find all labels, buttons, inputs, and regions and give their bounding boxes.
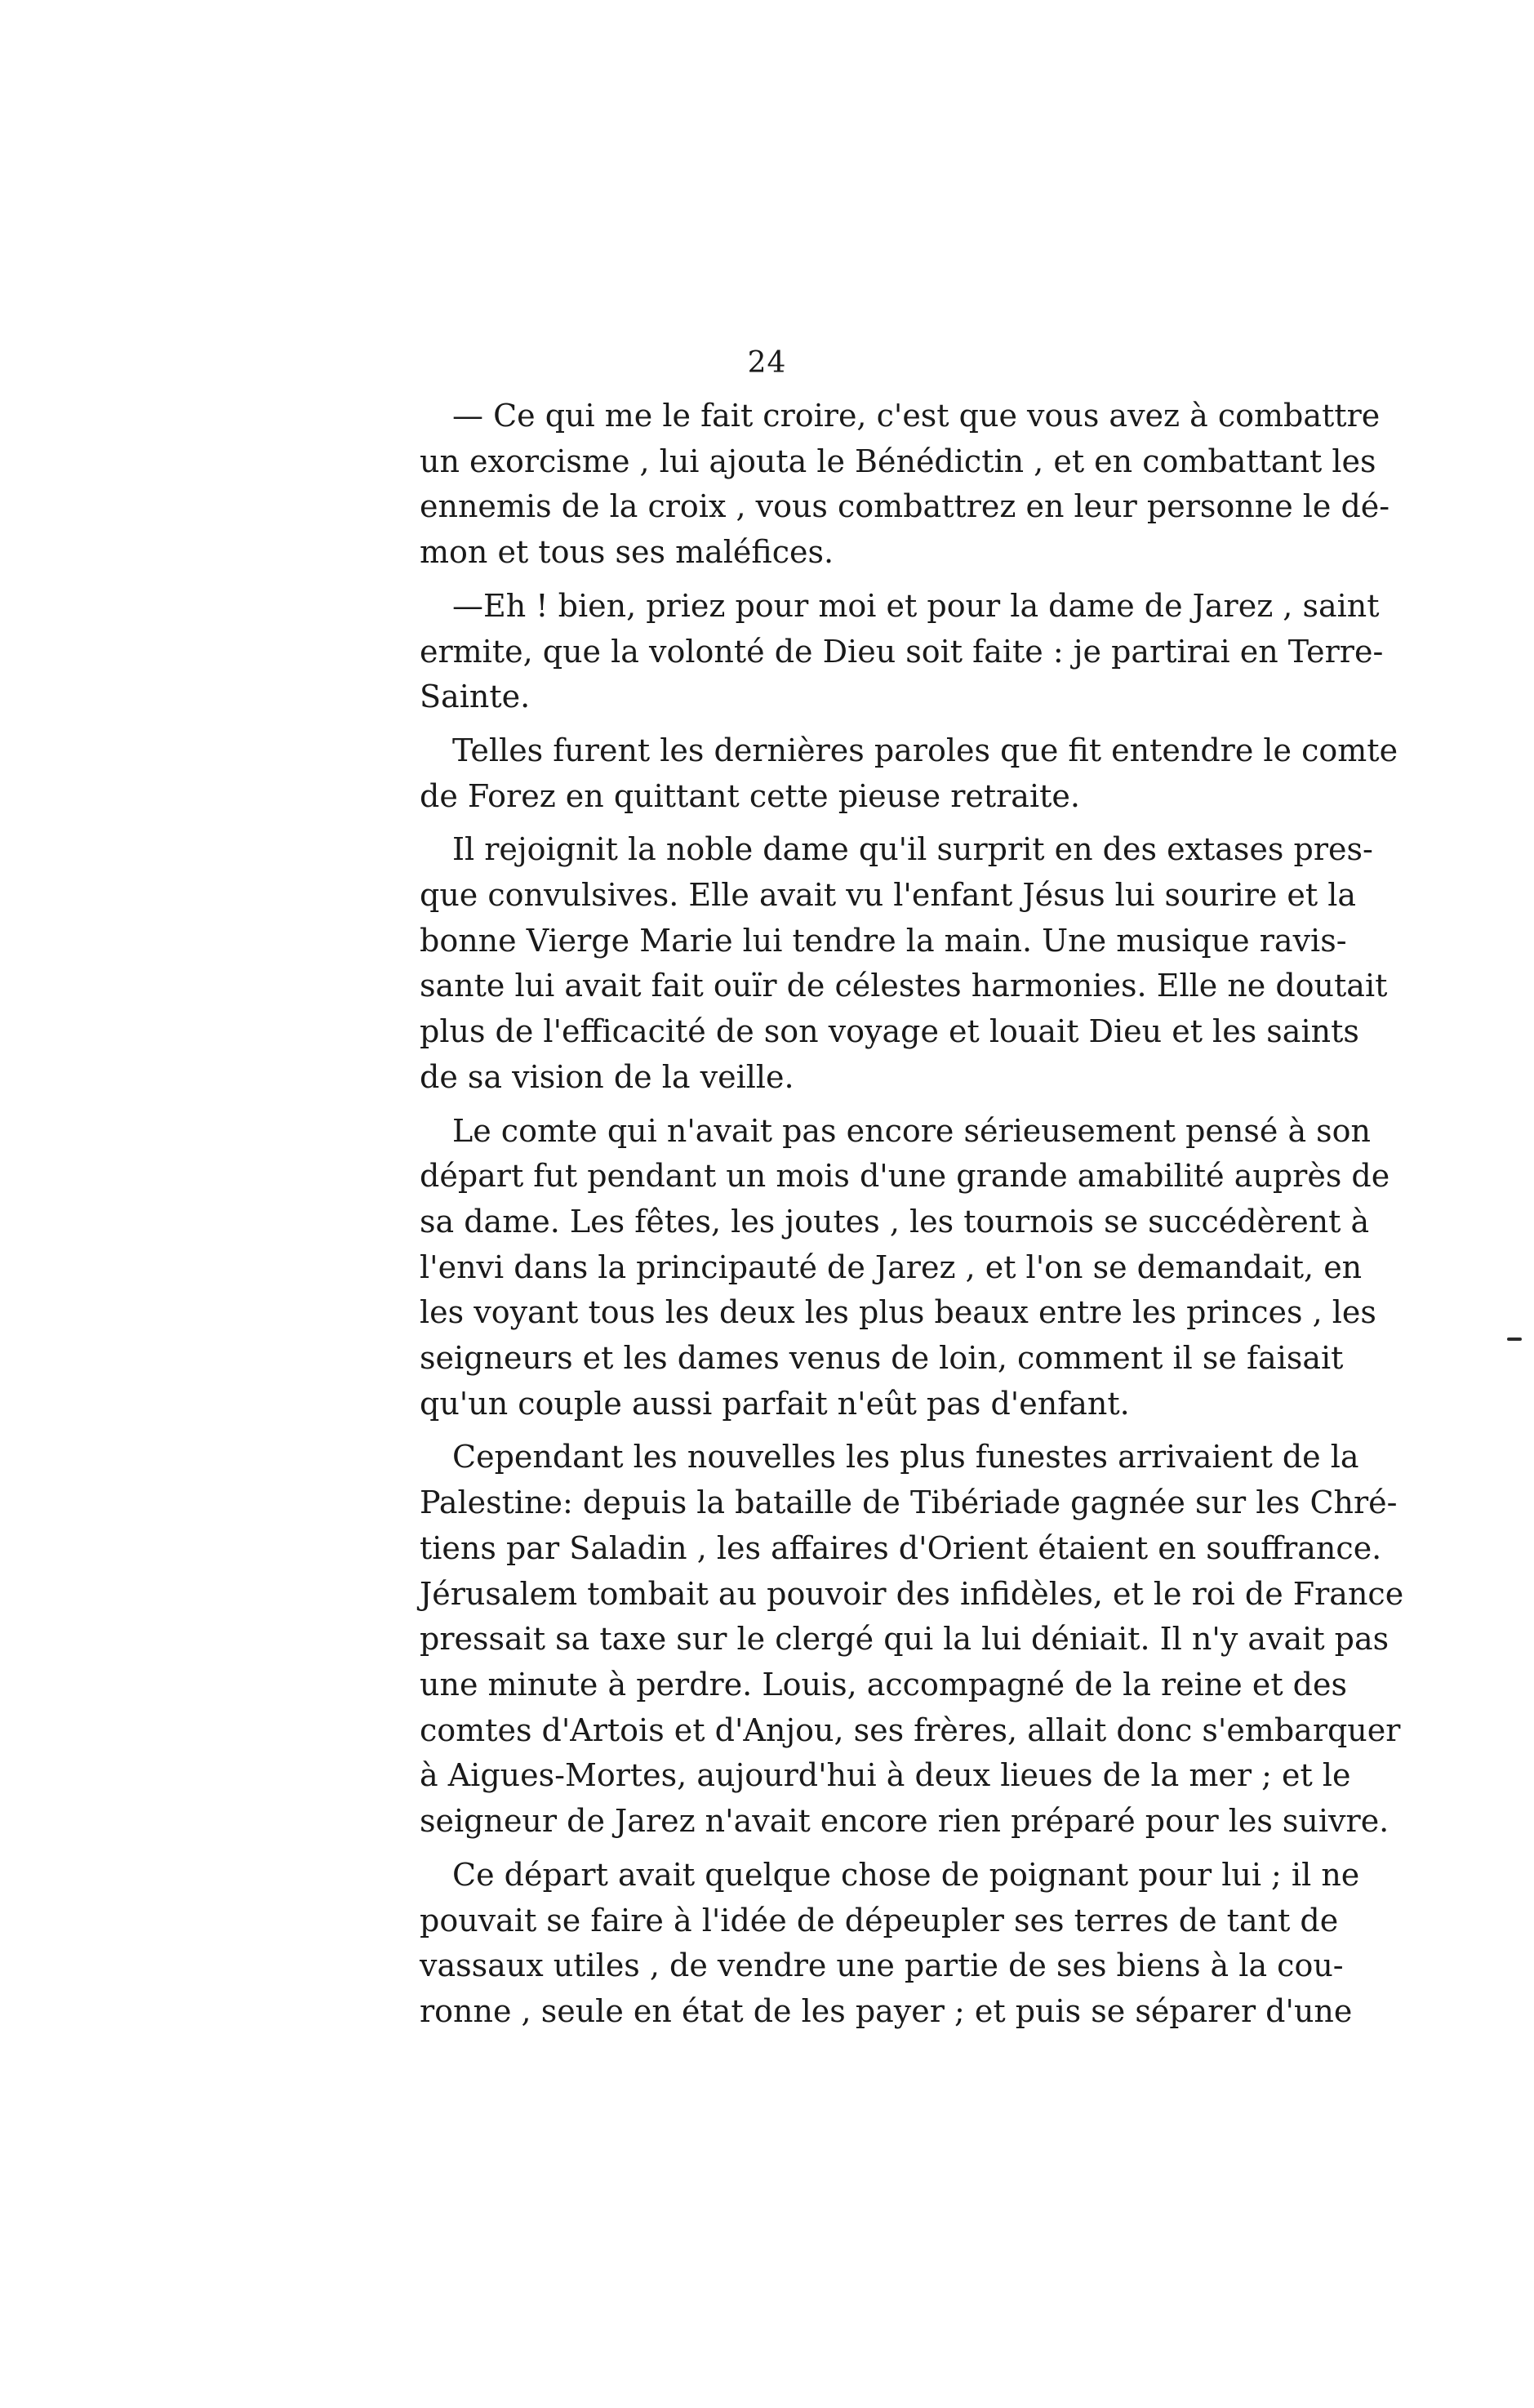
page-number: 24: [747, 346, 787, 380]
text-line: vassaux utiles , de vendre une partie de ses biens à la cou-: [420, 1947, 1344, 1984]
text-line: seigneurs et les dames venus de loin, comment il se faisait: [420, 1340, 1344, 1377]
text-line: plus de l'efficacité de son voyage et louait Dieu et les saints: [420, 1013, 1359, 1050]
text-line: de Forez en quittant cette pieuse retraite.: [420, 777, 1080, 814]
text-line: ronne , seule en état de les payer ; et puis se séparer d'une: [420, 1992, 1353, 2029]
text-line: Ce départ avait quelque chose de poignant pour lui ; il ne: [452, 1856, 1360, 1893]
text-line: Jérusalem tombait au pouvoir des infidèles, et le roi de France: [420, 1575, 1404, 1612]
text-line: Il rejoignit la noble dame qu'il surprit en des extases pres-: [452, 831, 1373, 868]
text-line: une minute à perdre. Louis, accompagné de la reine et des: [420, 1666, 1347, 1703]
text-line: pressait sa taxe sur le clergé qui la lui déniait. Il n'y avait pas: [420, 1621, 1389, 1658]
text-line: pouvait se faire à l'idée de dépeupler ses terres de tant de: [420, 1902, 1339, 1938]
paragraph-6: [387, 1435, 1404, 1844]
text-line: Cependant les nouvelles les plus funestes arrivaient de la: [452, 1439, 1359, 1476]
text-line: de sa vision de la veille.: [420, 1058, 794, 1095]
text-line: Palestine: depuis la bataille de Tibériade gagnée sur les Chré-: [420, 1484, 1398, 1521]
paragraph-2: [387, 584, 1384, 720]
text-line: —Eh ! bien, priez pour moi et pour la dame de Jarez , saint: [452, 587, 1380, 624]
text-line: — Ce qui me le fait croire, c'est que vous avez à combattre: [452, 398, 1381, 434]
text-line: départ fut pendant un mois d'une grande amabilité auprès de: [420, 1158, 1390, 1195]
text-line: les voyant tous les deux les plus beaux entre les princes , les: [420, 1294, 1376, 1331]
margin-mark: [1507, 1338, 1522, 1341]
text-line: sante lui avait fait ouïr de célestes harmonies. Elle ne doutait: [420, 968, 1388, 1004]
text-line: l'envi dans la principauté de Jarez , et l'on se demandait, en: [420, 1249, 1363, 1285]
text-line: seigneur de Jarez n'avait encore rien préparé pour les suivre.: [420, 1803, 1389, 1840]
text-line: Le comte qui n'avait pas encore sérieusement pensé à son: [452, 1112, 1372, 1149]
text-line: comtes d'Artois et d'Anjou, ses frères, allait donc s'embarquer: [420, 1711, 1401, 1748]
paragraph-5: [387, 1109, 1390, 1427]
body-text: [387, 394, 1404, 2035]
text-line: bonne Vierge Marie lui tendre la main. Une musique ravis-: [420, 922, 1347, 959]
text-line: à Aigues-Mortes, aujourd'hui à deux lieues de la mer ; et le: [420, 1757, 1351, 1794]
text-line: que convulsives. Elle avait vu l'enfant Jésus lui sourire et la: [420, 877, 1357, 914]
paragraph-7: [387, 1853, 1360, 2035]
text-line: ermite, que la volonté de Dieu soit faite : je partirai en Terre-: [420, 633, 1384, 670]
text-line: Telles furent les dernières paroles que fit entendre le comte: [452, 732, 1398, 768]
text-line: qu'un couple aussi parfait n'eût pas d'enfant.: [420, 1385, 1130, 1422]
paragraph-3: [387, 728, 1398, 819]
text-line: ennemis de la croix , vous combattrez en leur personne le dé-: [420, 488, 1390, 525]
paragraph-1: [387, 394, 1390, 576]
text-line: sa dame. Les fêtes, les joutes , les tournois se succédèrent à: [420, 1203, 1370, 1240]
text-line: Sainte.: [420, 679, 531, 715]
paragraph-4: [387, 827, 1388, 1100]
text-line: tiens par Saladin , les affaires d'Orient étaient en souffrance.: [420, 1529, 1382, 1566]
text-line: un exorcisme , lui ajouta le Bénédictin , et en combattant les: [420, 443, 1376, 479]
text-line: mon et tous ses maléfices.: [420, 534, 834, 571]
